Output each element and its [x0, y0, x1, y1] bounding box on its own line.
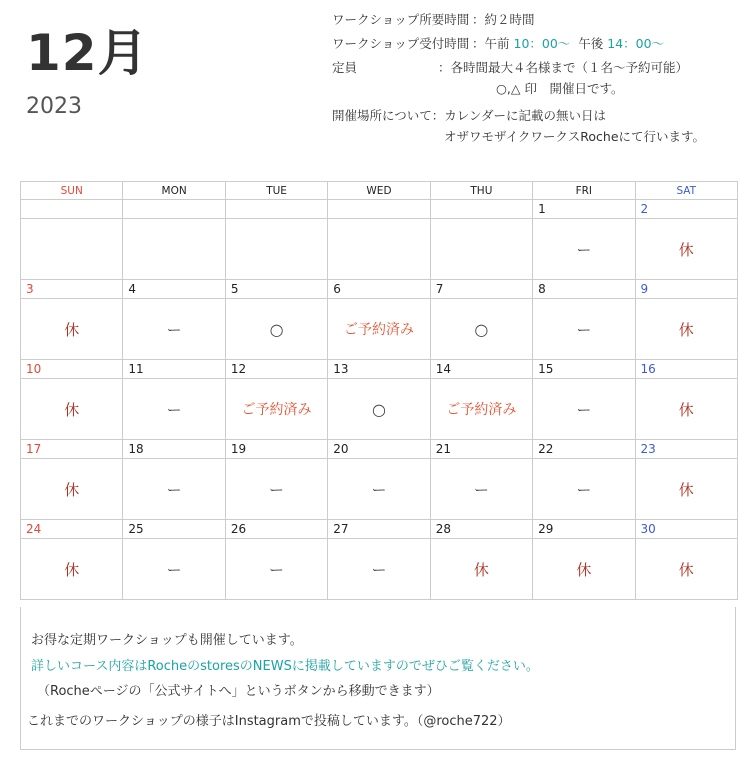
- unavailable-mark: ー: [576, 320, 592, 339]
- date-cell: [123, 200, 225, 219]
- closed-mark: 休: [678, 320, 694, 339]
- day-status-cell[interactable]: [123, 539, 225, 600]
- weekday-header: WED: [328, 182, 430, 200]
- date-cell: 7: [430, 280, 532, 299]
- reception-am-time: 10：00〜: [513, 36, 571, 51]
- capacity-label: 定員: [332, 60, 358, 75]
- date-cell: 1: [533, 200, 635, 219]
- day-status-cell[interactable]: [635, 219, 737, 280]
- day-status-cell[interactable]: [123, 219, 225, 280]
- date-cell: [430, 200, 532, 219]
- day-status-cell[interactable]: [533, 379, 635, 440]
- closed-mark: 休: [64, 480, 80, 499]
- day-status-cell[interactable]: [225, 219, 327, 280]
- closed-mark: 休: [473, 560, 489, 579]
- day-status-cell[interactable]: [533, 459, 635, 520]
- date-cell: 23: [635, 440, 737, 459]
- duration-value: ：約２時間: [472, 12, 535, 27]
- unavailable-mark: ー: [166, 480, 182, 499]
- reception-pm-prefix: 午後: [578, 36, 604, 51]
- booked-mark: ご予約済み: [446, 402, 517, 418]
- date-cell: 15: [533, 360, 635, 379]
- unavailable-mark: ー: [371, 480, 387, 499]
- available-mark: ○: [269, 319, 284, 339]
- date-cell: 8: [533, 280, 635, 299]
- workshop-info: [332, 8, 705, 146]
- notes-line: （Rocheページの「公式サイトへ」というボタンから移動できます）: [37, 684, 440, 699]
- day-status-cell[interactable]: [328, 379, 430, 440]
- day-status-cell[interactable]: [635, 299, 737, 360]
- day-status-cell[interactable]: [328, 459, 430, 520]
- date-cell: 12: [225, 360, 327, 379]
- day-status-cell[interactable]: [533, 299, 635, 360]
- day-status-cell[interactable]: [123, 299, 225, 360]
- date-cell: 21: [430, 440, 532, 459]
- week-marks-row: [21, 459, 738, 520]
- closed-mark: 休: [64, 400, 80, 419]
- reception-row: [332, 32, 705, 56]
- unavailable-mark: ー: [371, 560, 387, 579]
- week-dates-row: [21, 520, 738, 539]
- date-cell: 2: [635, 200, 737, 219]
- weekday-header: SAT: [635, 182, 737, 200]
- week-marks-row: [21, 299, 738, 360]
- unavailable-mark: ー: [166, 400, 182, 419]
- week-dates-row: [21, 200, 738, 219]
- date-cell: [21, 200, 123, 219]
- notes-link-line[interactable]: 詳しいコース内容はRocheのstoresのNEWSに掲載していますのでぜひご覧ください。: [31, 659, 539, 674]
- available-mark: ○: [371, 399, 386, 419]
- date-cell: 29: [533, 520, 635, 539]
- day-status-cell[interactable]: [533, 219, 635, 280]
- week-marks-row: [21, 539, 738, 600]
- day-status-cell[interactable]: [635, 539, 737, 600]
- unavailable-mark: ー: [576, 240, 592, 259]
- unavailable-mark: ー: [166, 560, 182, 579]
- venue-note: オザワモザイクワークスRocheにて行います。: [444, 129, 706, 144]
- day-status-cell[interactable]: [123, 379, 225, 440]
- date-cell: 17: [21, 440, 123, 459]
- day-status-cell[interactable]: [430, 539, 532, 600]
- day-status-cell[interactable]: [225, 459, 327, 520]
- capacity-value: ：各時間最大４名様まで（１名〜予約可能）: [438, 60, 689, 75]
- weekday-header: MON: [123, 182, 225, 200]
- month-title: 12月: [26, 24, 149, 82]
- date-cell: 26: [225, 520, 327, 539]
- duration-row: [332, 8, 705, 32]
- day-status-cell[interactable]: [225, 299, 327, 360]
- calendar-table: [20, 181, 738, 600]
- date-cell: 24: [21, 520, 123, 539]
- date-cell: 3: [21, 280, 123, 299]
- booked-mark: ご予約済み: [343, 322, 414, 338]
- closed-mark: 休: [678, 560, 694, 579]
- calendar-body: [21, 200, 738, 600]
- date-cell: 11: [123, 360, 225, 379]
- unavailable-mark: ー: [473, 480, 489, 499]
- day-status-cell[interactable]: [430, 379, 532, 440]
- date-cell: 27: [328, 520, 430, 539]
- day-status-cell[interactable]: [430, 219, 532, 280]
- duration-label: ワークショップ所要時間: [332, 12, 470, 27]
- closed-mark: 休: [64, 320, 80, 339]
- unavailable-mark: ー: [269, 560, 285, 579]
- date-cell: 30: [635, 520, 737, 539]
- day-status-cell[interactable]: [21, 539, 123, 600]
- week-dates-row: [21, 280, 738, 299]
- unavailable-mark: ー: [576, 400, 592, 419]
- weekday-header-row: [21, 182, 738, 200]
- date-cell: 16: [635, 360, 737, 379]
- closed-mark: 休: [576, 560, 592, 579]
- year-label: 2023: [26, 94, 82, 119]
- day-status-cell[interactable]: [21, 459, 123, 520]
- week-dates-row: [21, 360, 738, 379]
- week-dates-row: [21, 440, 738, 459]
- date-cell: 5: [225, 280, 327, 299]
- date-cell: 18: [123, 440, 225, 459]
- day-status-cell[interactable]: [430, 299, 532, 360]
- date-cell: 13: [328, 360, 430, 379]
- day-status-cell[interactable]: [21, 219, 123, 280]
- unavailable-mark: ー: [269, 480, 285, 499]
- date-cell: 28: [430, 520, 532, 539]
- day-status-cell[interactable]: [328, 219, 430, 280]
- reception-pm-time: 14：00〜: [607, 36, 665, 51]
- capacity-row: [332, 56, 705, 80]
- closed-mark: 休: [678, 240, 694, 259]
- weekday-header: SUN: [21, 182, 123, 200]
- day-status-cell[interactable]: [635, 379, 737, 440]
- capacity-note: ○,△ 印 開催日です。: [496, 81, 624, 96]
- closed-mark: 休: [678, 480, 694, 499]
- weekday-header: FRI: [533, 182, 635, 200]
- day-status-cell[interactable]: [21, 379, 123, 440]
- date-cell: [328, 200, 430, 219]
- day-status-cell[interactable]: [430, 459, 532, 520]
- booked-mark: ご予約済み: [241, 402, 312, 418]
- week-marks-row: [21, 379, 738, 440]
- week-marks-row: [21, 219, 738, 280]
- date-cell: 22: [533, 440, 635, 459]
- date-cell: [225, 200, 327, 219]
- closed-mark: 休: [64, 560, 80, 579]
- reception-prefix: ：午前: [472, 36, 510, 51]
- day-status-cell[interactable]: [533, 539, 635, 600]
- day-status-cell[interactable]: [328, 299, 430, 360]
- date-cell: 6: [328, 280, 430, 299]
- weekday-header: THU: [430, 182, 532, 200]
- notes-line: これまでのワークショップの様子はInstagramで投稿しています。（@roche722）: [27, 714, 511, 729]
- day-status-cell[interactable]: [635, 459, 737, 520]
- date-cell: 9: [635, 280, 737, 299]
- closed-mark: 休: [678, 400, 694, 419]
- unavailable-mark: ー: [166, 320, 182, 339]
- notes-line: お得な定期ワークショップも開催しています。: [31, 633, 303, 648]
- day-status-cell[interactable]: [123, 459, 225, 520]
- venue-label: 開催場所について：カレンダーに記載の無い日は: [332, 108, 606, 123]
- date-cell: 20: [328, 440, 430, 459]
- reception-label: ワークショップ受付時間: [332, 36, 470, 51]
- date-cell: 10: [21, 360, 123, 379]
- notes-panel: [20, 607, 736, 750]
- available-mark: ○: [474, 319, 489, 339]
- day-status-cell[interactable]: [225, 379, 327, 440]
- date-cell: 4: [123, 280, 225, 299]
- date-cell: 25: [123, 520, 225, 539]
- date-cell: 19: [225, 440, 327, 459]
- date-cell: 14: [430, 360, 532, 379]
- day-status-cell[interactable]: [21, 299, 123, 360]
- unavailable-mark: ー: [576, 480, 592, 499]
- day-status-cell[interactable]: [328, 539, 430, 600]
- day-status-cell[interactable]: [225, 539, 327, 600]
- weekday-header: TUE: [225, 182, 327, 200]
